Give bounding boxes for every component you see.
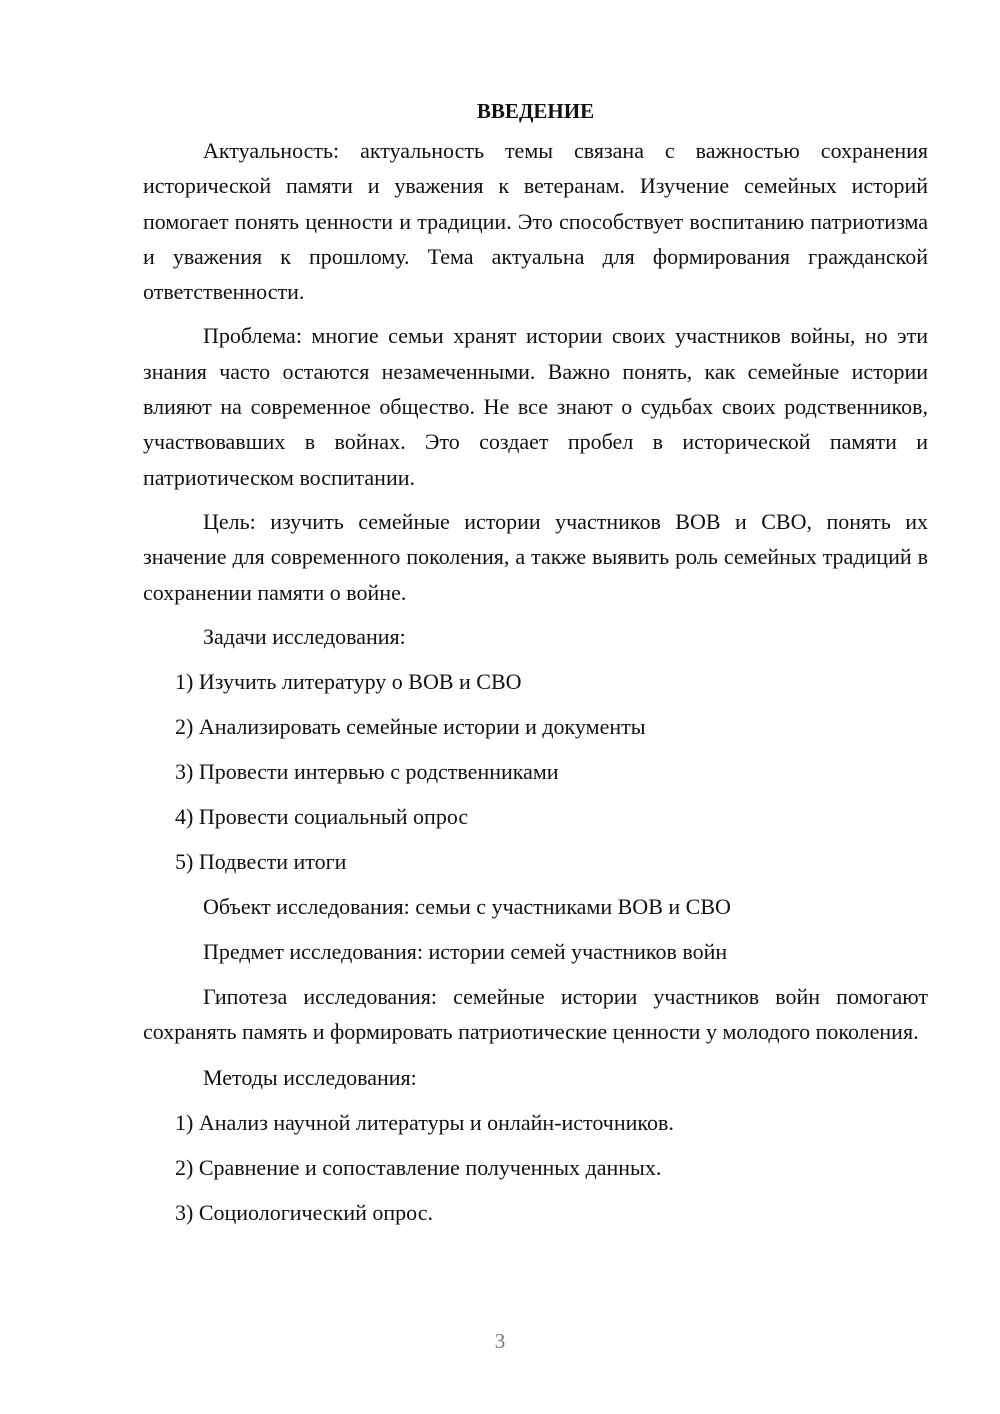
task-item: 3) Провести интервью с родственниками [175,758,559,784]
task-item: 2) Анализировать семейные истории и документы [175,713,646,739]
page-content [143,93,928,1240]
research-object: Объект исследования: семьи с участниками ВОВ и СВО [203,893,731,919]
problem-paragraph: Проблема: многие семьи хранят истории своих участников войны, но эти знания часто остаются незамеченными. Важно понять, как семейные истории влияют на современное общество. Не все знают о судьбах своих родственников, участвовавших в войнах. Это создает пробел в исторической памяти и патриотическом воспитании. [143,323,928,490]
goal-paragraph: Цель: изучить семейные истории участников ВОВ и СВО, понять их значение для современного поколения, а также выявить роль семейных традиций в сохранении памяти о войне. [143,508,928,605]
methods-title: Методы исследования: [203,1065,417,1091]
hypothesis-paragraph: Гипотеза исследования: семейные истории участников войн помогают сохранять память и формировать патриотические ценности у молодого поколения. [143,983,928,1045]
task-item: 5) Подвести итоги [175,848,347,874]
page-number: 3 [494,1329,506,1353]
research-subject: Предмет исследования: истории семей участников войн [203,938,728,964]
relevance-paragraph: Актуальность: актуальность темы связана с важностью сохранения исторической памяти и уважения к ветеранам. Изучение семейных историй помогает понять ценности и традиции. Это способствует воспитанию патриотизма и уважения к прошлому. Тема актуальна для формирования гражданской ответственности. [143,138,928,305]
method-item: 3) Социологический опрос. [175,1200,433,1226]
method-item: 1) Анализ научной литературы и онлайн-источников. [175,1110,674,1136]
method-item: 2) Сравнение и сопоставление полученных данных. [175,1155,662,1181]
section-heading: ВВЕДЕНИЕ [476,99,595,123]
task-item: 1) Изучить литературу о ВОВ и СВО [175,668,522,694]
tasks-title: Задачи исследования: [203,623,406,649]
task-item: 4) Провести социальный опрос [175,803,469,829]
